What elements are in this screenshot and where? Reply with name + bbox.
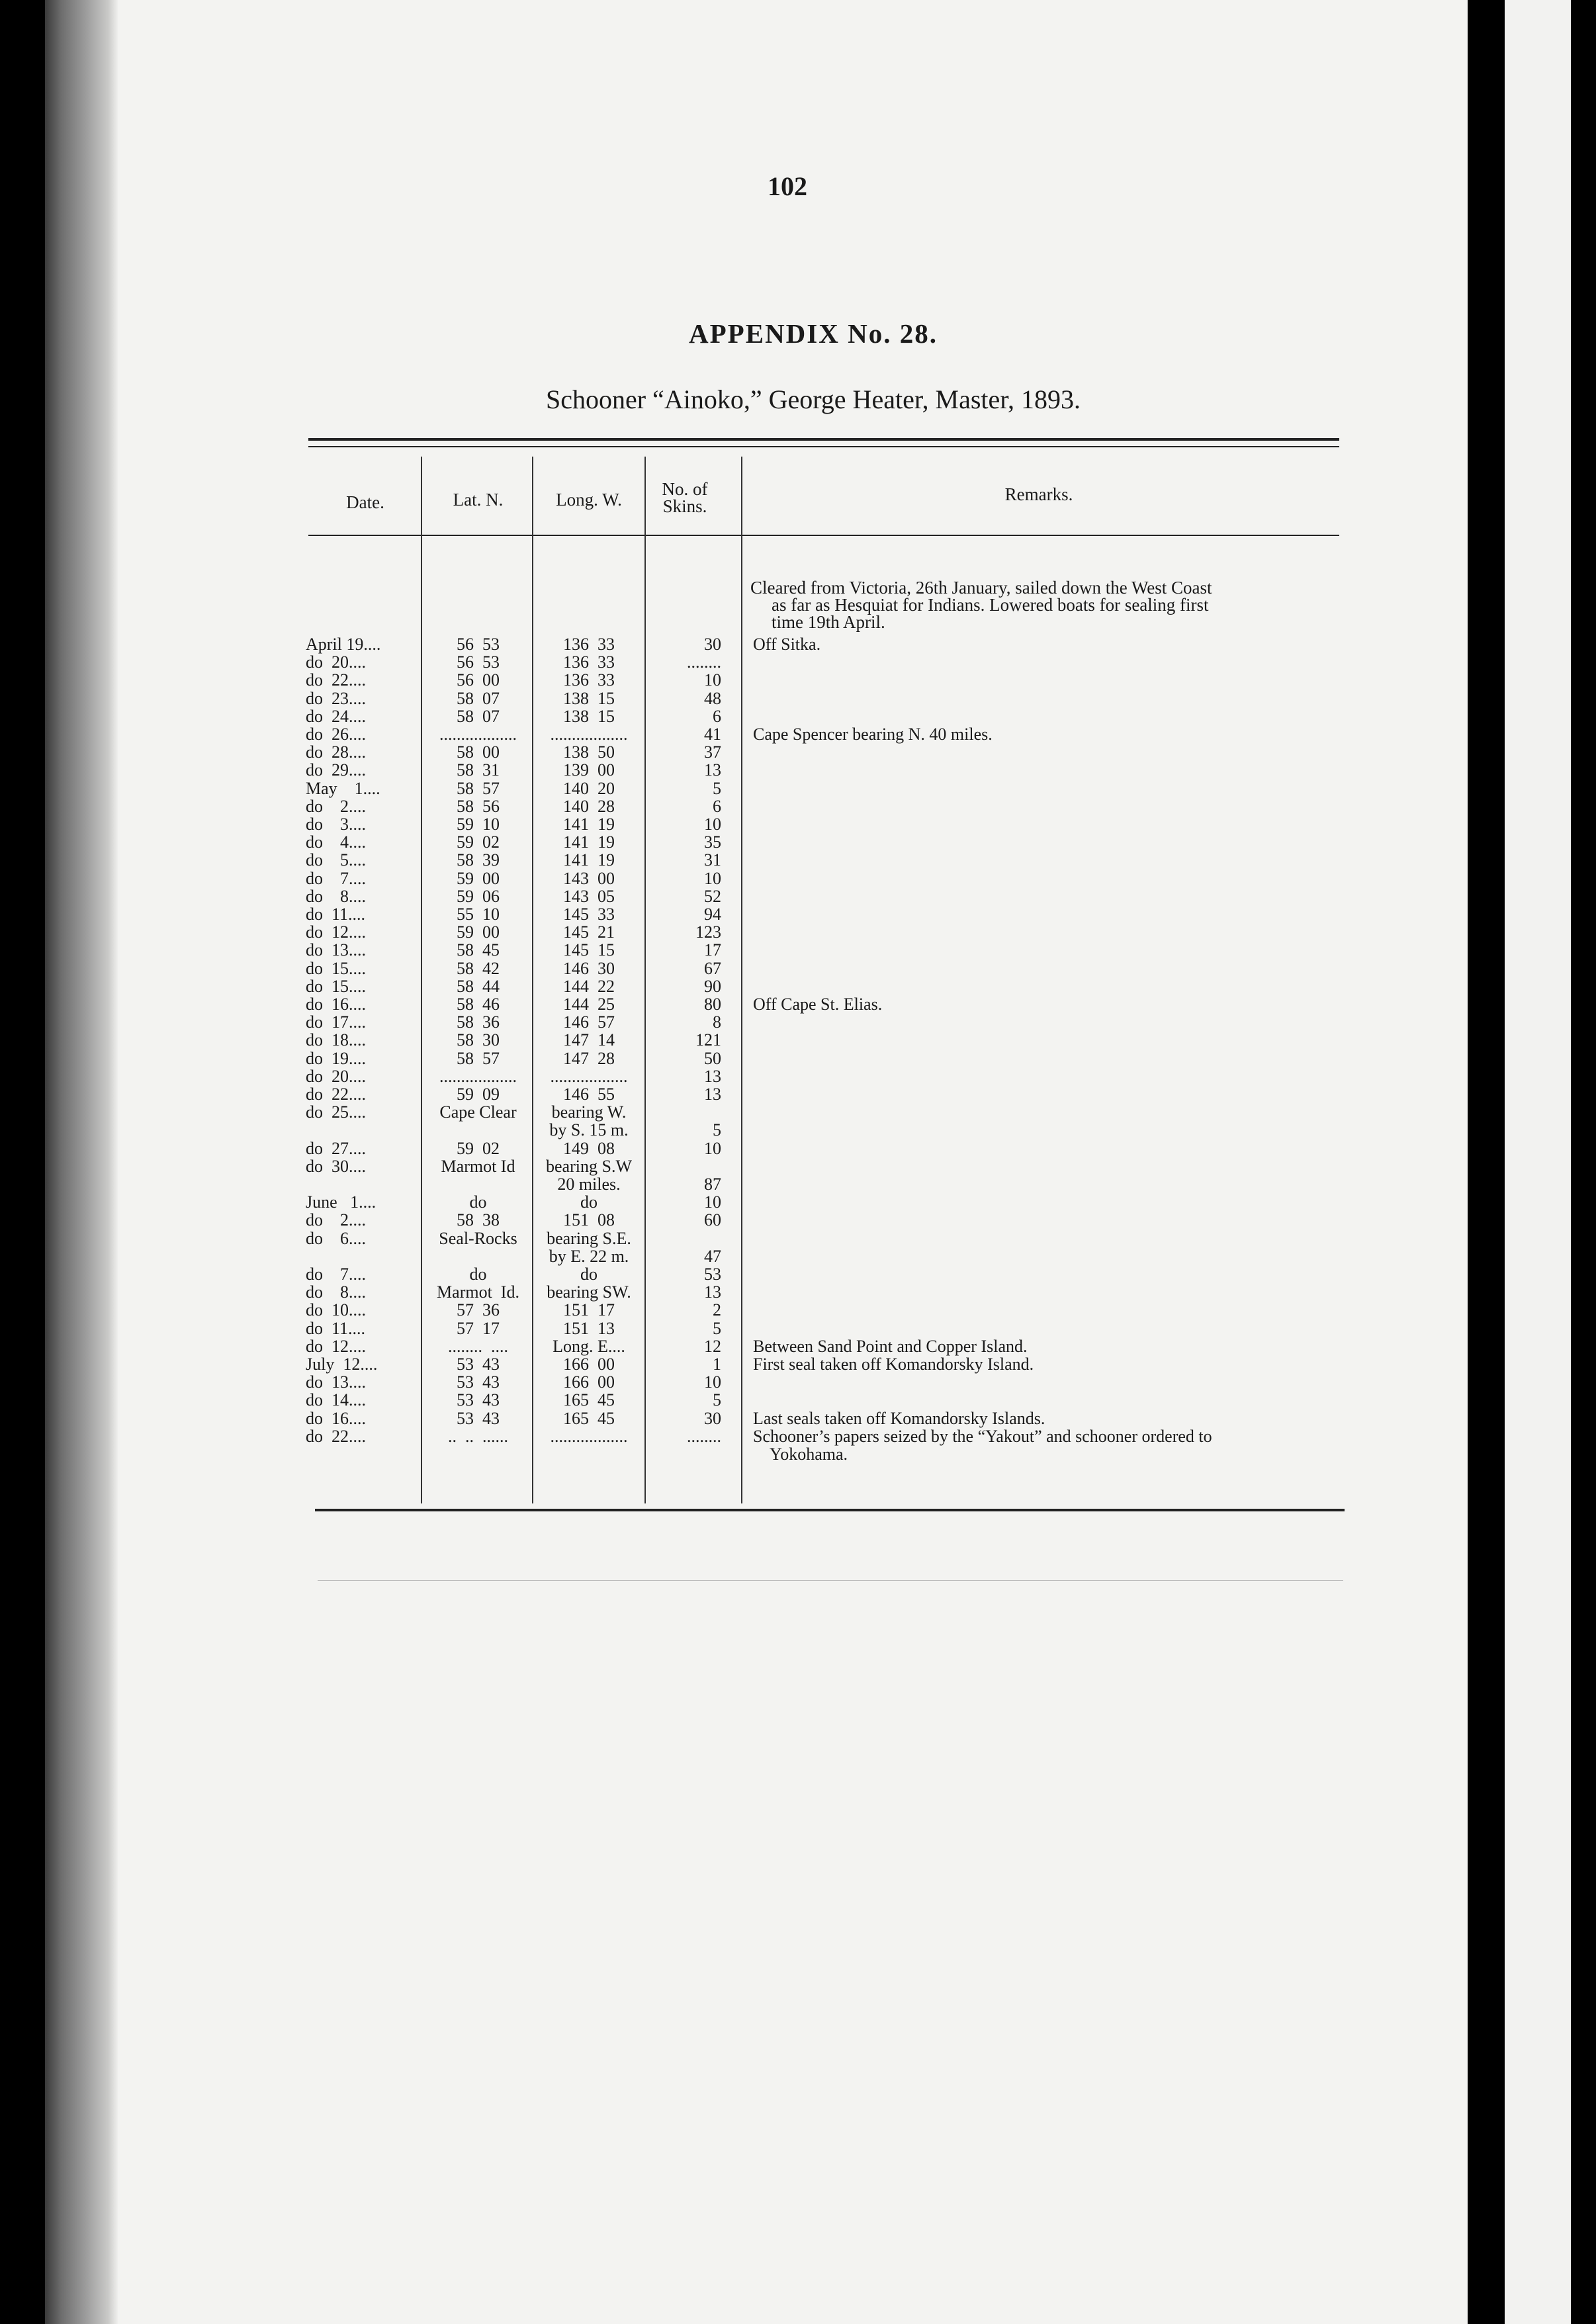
skins-cell: 31 [704,850,721,870]
long-cell: .................. [550,1426,628,1446]
table-row [0,1085,1596,1103]
table-row [0,780,1596,797]
long-cell: 144 22 [563,976,615,996]
skins-cell: 41 [704,725,721,744]
remark-cell: First seal taken off Komandorsky Island. [753,1355,1034,1374]
lat-cell: 58 31 [457,760,500,780]
date-cell: do 13.... [306,1372,366,1392]
table-row [0,887,1596,905]
lat-cell: .................. [439,725,517,744]
intro-remark-line1: Cleared from Victoria, 26th January, sailed down the West Coast [750,578,1212,598]
table-row [0,1427,1596,1445]
date-cell: do 19.... [306,1048,366,1068]
remark-cell: Between Sand Point and Copper Island. [753,1336,1028,1356]
long-cell: 147 14 [563,1030,615,1050]
skins-cell: 1 [713,1355,721,1374]
date-cell: do 20.... [306,652,366,672]
date-cell: do 4.... [306,832,366,852]
date-cell: do 24.... [306,706,366,726]
date-cell: June 1.... [306,1192,377,1212]
skins-cell: 67 [704,958,721,978]
lat-cell: 56 00 [457,670,500,690]
long-cell: 146 30 [563,958,615,978]
lat-cell: .................. [439,1066,517,1086]
long-cell: 166 00 [563,1372,615,1392]
date-cell: do 16.... [306,995,366,1014]
table-row [0,1391,1596,1409]
lat-cell: 53 43 [457,1390,500,1410]
page-number: 102 [768,171,807,201]
table-row [0,671,1596,689]
lat-cell: do [469,1192,487,1212]
lat-cell: 58 39 [457,850,500,870]
date-cell: do 20.... [306,1066,366,1086]
table-row [0,941,1596,959]
skins-cell: 13 [704,760,721,780]
date-cell: do 25.... [306,1102,366,1122]
date-cell: do 13.... [306,940,366,960]
long-cell: bearing W. [551,1102,627,1122]
skins-cell: 8 [713,1012,721,1032]
lat-cell: 57 17 [457,1318,500,1338]
long-cell: 138 50 [563,742,615,762]
table-row [0,1445,1596,1463]
table-row [0,1265,1596,1283]
lat-cell: 59 00 [457,922,500,942]
long-cell: bearing SW. [547,1282,631,1302]
skins-cell: 87 [704,1175,721,1194]
appendix-title: APPENDIX No. 28. [689,318,938,349]
header-remarks: Remarks. [1004,484,1073,504]
long-cell: 140 20 [563,778,615,798]
long-cell: do [580,1265,598,1284]
date-cell: do 7.... [306,868,366,888]
table-row [0,1193,1596,1211]
skins-cell: 10 [704,1192,721,1212]
header-lat: Lat. N. [453,490,504,510]
date-cell: do 18.... [306,1030,366,1050]
long-cell: 151 13 [563,1318,615,1338]
date-cell: do 15.... [306,958,366,978]
skins-cell: 90 [704,976,721,996]
long-cell: 139 00 [563,760,615,780]
table-row [0,690,1596,707]
date-cell: do 17.... [306,1012,366,1032]
lat-cell: 58 07 [457,688,500,708]
lat-cell: ........ .... [448,1336,508,1356]
long-cell: 141 19 [563,850,615,870]
lat-cell: 58 42 [457,958,500,978]
date-cell: do 10.... [306,1300,366,1320]
table-row [0,977,1596,995]
table-row [0,1140,1596,1157]
schooner-subtitle: Schooner “Ainoko,” George Heater, Master, 1893. [545,384,1081,414]
skins-cell: 2 [713,1300,721,1320]
skins-cell: 94 [704,905,721,924]
date-cell: do 12.... [306,922,366,942]
date-cell: do 22.... [306,1085,366,1104]
lat-cell: 56 53 [457,635,500,654]
skins-cell: 10 [704,1372,721,1392]
table-row [0,1337,1596,1355]
lat-cell: Marmot Id [441,1156,515,1176]
faint-bottom-line [318,1580,1343,1581]
table-top-rule-thin [308,446,1339,447]
lat-cell: 58 07 [457,706,500,726]
long-cell: bearing S.E. [547,1228,631,1248]
table-row [0,1409,1596,1427]
lat-cell: do [469,1265,487,1284]
skins-cell: 6 [713,796,721,816]
lat-cell: Marmot Id. [437,1282,519,1302]
long-cell: .................. [550,1066,628,1086]
table-row [0,743,1596,761]
skins-cell: 60 [704,1210,721,1230]
table-row [0,1031,1596,1049]
remark-cell: Off Sitka. [753,635,821,654]
skins-cell: ........ [687,1426,721,1446]
date-cell: do 22.... [306,670,366,690]
table-row [0,1247,1596,1265]
lat-cell: 56 53 [457,652,500,672]
long-cell: 136 33 [563,635,615,654]
long-cell: 146 57 [563,1012,615,1032]
skins-cell: 35 [704,832,721,852]
skins-cell: 5 [713,778,721,798]
lat-cell: 59 06 [457,886,500,906]
table-row [0,1121,1596,1139]
long-cell: 151 17 [563,1300,615,1320]
date-cell: do 11.... [306,1318,366,1338]
long-cell: 144 25 [563,995,615,1014]
skins-cell: 37 [704,742,721,762]
long-cell: by E. 22 m. [549,1246,629,1266]
long-cell: do [580,1192,598,1212]
long-cell: 141 19 [563,832,615,852]
long-cell: 147 28 [563,1048,615,1068]
long-cell: 165 45 [563,1408,615,1428]
long-cell: 146 55 [563,1085,615,1104]
lat-cell: 58 46 [457,995,500,1014]
table-row [0,905,1596,923]
table-row [0,635,1596,653]
date-cell: do 26.... [306,725,366,744]
long-cell: 143 00 [563,868,615,888]
skins-cell: 5 [713,1318,721,1338]
skins-cell: 47 [704,1246,721,1266]
long-cell: 138 15 [563,706,615,726]
date-cell: do 11.... [306,905,366,924]
lat-cell: 58 30 [457,1030,500,1050]
table-row [0,1175,1596,1193]
lat-cell: 58 45 [457,940,500,960]
table-row [0,923,1596,941]
lat-cell: 59 09 [457,1085,500,1104]
long-cell: 165 45 [563,1390,615,1410]
skins-cell: 13 [704,1282,721,1302]
table-row [0,1229,1596,1247]
date-cell: do 8.... [306,1282,366,1302]
header-underline [308,535,1339,536]
date-cell: do 28.... [306,742,366,762]
lat-cell: 53 43 [457,1355,500,1374]
header-skins-line2: Skins. [662,496,707,516]
date-cell: do 8.... [306,886,366,906]
date-cell: May 1.... [306,778,380,798]
long-cell: 143 05 [563,886,615,906]
table-row [0,1283,1596,1301]
long-cell: 20 miles. [557,1175,621,1194]
skins-cell: ........ [687,652,721,672]
long-cell: 151 08 [563,1210,615,1230]
remark-cell: Off Cape St. Elias. [753,995,883,1014]
skins-cell: 53 [704,1265,721,1284]
long-cell: 141 19 [563,815,615,834]
intro-remark-line2: as far as Hesquiat for Indians. Lowered boats for sealing first [772,595,1209,615]
skins-cell: 13 [704,1085,721,1104]
table-row [0,960,1596,977]
skins-cell: 30 [704,635,721,654]
intro-remark-line3: time 19th April. [772,612,885,632]
header-date: Date. [346,492,384,512]
long-cell: 136 33 [563,670,615,690]
table-row [0,815,1596,833]
skins-cell: 52 [704,886,721,906]
long-cell: 140 28 [563,796,615,816]
table-top-rule [308,438,1339,441]
date-cell: do 7.... [306,1265,366,1284]
date-cell: do 15.... [306,976,366,996]
lat-cell: 59 00 [457,868,500,888]
lat-cell: 58 44 [457,976,500,996]
table-row [0,1050,1596,1067]
date-cell: April 19.... [306,635,381,654]
table-row [0,653,1596,671]
lat-cell: Seal-Rocks [439,1228,517,1248]
skins-cell: 6 [713,706,721,726]
skins-cell: 30 [704,1408,721,1428]
date-cell: do 22.... [306,1426,366,1446]
remark-cell: Last seals taken off Komandorsky Islands. [753,1408,1045,1428]
lat-cell: 58 57 [457,778,500,798]
table-row [0,1157,1596,1175]
lat-cell: 58 57 [457,1048,500,1068]
date-cell: do 16.... [306,1408,366,1428]
table-row [0,1319,1596,1337]
long-cell: bearing S.W [546,1156,632,1176]
table-row [0,1355,1596,1373]
lat-cell: 55 10 [457,905,500,924]
skins-cell: 10 [704,670,721,690]
long-cell: 138 15 [563,688,615,708]
skins-cell: 10 [704,815,721,834]
skins-cell: 5 [713,1390,721,1410]
date-cell: do 23.... [306,688,366,708]
long-cell: by S. 15 m. [549,1120,629,1140]
lat-cell: 59 10 [457,815,500,834]
lat-cell: 53 43 [457,1372,500,1392]
long-cell: .................. [550,725,628,744]
lat-cell: 58 38 [457,1210,500,1230]
skins-cell: 10 [704,1138,721,1158]
header-skins-line1: No. of [662,479,708,499]
lat-cell: Cape Clear [439,1102,517,1122]
lat-cell: 53 43 [457,1408,500,1428]
remark-cell: Cape Spencer bearing N. 40 miles. [753,725,993,744]
long-cell: 145 15 [563,940,615,960]
table-row [0,833,1596,851]
table-bottom-rule [315,1509,1345,1511]
table-row [0,1103,1596,1121]
date-cell: do 27.... [306,1138,366,1158]
remark-cell: Yokohama. [753,1445,848,1464]
date-cell: do 30.... [306,1156,366,1176]
table-row [0,851,1596,869]
table-row [0,870,1596,887]
lat-cell: 58 36 [457,1012,500,1032]
long-cell: 145 21 [563,922,615,942]
skins-cell: 48 [704,688,721,708]
date-cell: July 12.... [306,1355,378,1374]
date-cell: do 3.... [306,815,366,834]
table-row [0,1211,1596,1229]
long-cell: 166 00 [563,1355,615,1374]
date-cell: do 12.... [306,1336,366,1356]
skins-cell: 17 [704,940,721,960]
table-row [0,725,1596,743]
long-cell: 136 33 [563,652,615,672]
table-row [0,995,1596,1013]
table-row [0,1301,1596,1319]
long-cell: 149 08 [563,1138,615,1158]
skins-cell: 5 [713,1120,721,1140]
skins-cell: 121 [695,1030,721,1050]
lat-cell: 58 00 [457,742,500,762]
lat-cell: .. .. ...... [448,1426,508,1446]
skins-cell: 10 [704,868,721,888]
date-cell: do 6.... [306,1228,366,1248]
skins-cell: 80 [704,995,721,1014]
skins-cell: 12 [704,1336,721,1356]
skins-cell: 50 [704,1048,721,1068]
table-row [0,1067,1596,1085]
lat-cell: 59 02 [457,832,500,852]
date-cell: do 14.... [306,1390,366,1410]
table-row [0,761,1596,779]
skins-cell: 123 [695,922,721,942]
lat-cell: 59 02 [457,1138,500,1158]
header-long: Long. W. [556,490,622,510]
date-cell: do 2.... [306,796,366,816]
long-cell: Long. E.... [553,1336,625,1356]
table-row [0,1013,1596,1031]
lat-cell: 58 56 [457,796,500,816]
table-row [0,1373,1596,1391]
table-row [0,797,1596,815]
date-cell: do 29.... [306,760,366,780]
date-cell: do 5.... [306,850,366,870]
date-cell: do 2.... [306,1210,366,1230]
lat-cell: 57 36 [457,1300,500,1320]
remark-cell: Schooner’s papers seized by the “Yakout” and schooner ordered to [753,1426,1212,1446]
long-cell: 145 33 [563,905,615,924]
table-row [0,707,1596,725]
skins-cell: 13 [704,1066,721,1086]
